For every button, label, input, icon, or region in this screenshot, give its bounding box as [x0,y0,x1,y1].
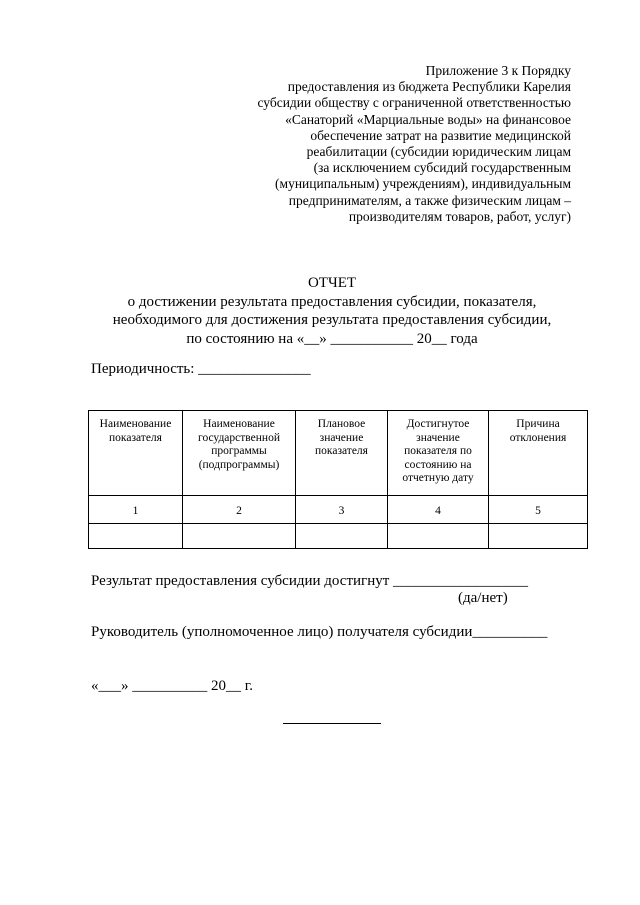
empty-cell [388,524,489,549]
table-row-numbers [89,496,588,524]
report-title: ОТЧЕТ [307,275,357,291]
appendix-line: субсидии обществу с ограниченной ответственностью [257,95,571,111]
header-indicator-name: Наименование показателя [89,411,183,496]
header-deviation-reason: Причина отклонения [489,411,588,496]
column-number: 4 [388,496,489,524]
appendix-line: Приложение 3 к Порядку [425,63,571,78]
result-line: Результат предоставления субсидии достигнут __________________ [91,573,529,589]
appendix-line: «Санаторий «Марциальные воды» на финансовое [285,111,571,127]
column-number: 1 [89,496,183,524]
appendix-line: реабилитации (субсидии юридическим лицам [306,144,571,160]
empty-cell [89,524,183,549]
date-line: «___» __________ 20__ г. [91,678,253,694]
appendix-line: (муниципальным) учреждениям), индивидуальным [275,176,571,192]
table-header-row [89,411,588,496]
column-number: 2 [183,496,296,524]
empty-cell [183,524,296,549]
appendix-line: производителям товаров, работ, услуг) [348,208,571,224]
report-table [88,410,588,549]
table-row-empty [89,524,588,549]
header-planned-value: Плановое значение показателя [296,411,388,496]
header-achieved-value: Достигнутое значение показателя по состоянию на отчетную дату [388,411,489,496]
signature-underline [283,723,381,724]
appendix-line: (за исключением субсидий государственным [313,160,571,176]
column-number: 3 [296,496,388,524]
report-subtitle-line: необходимого для достижения результата предоставления субсидии, [112,312,552,328]
appendix-header [231,63,571,225]
head-signature-line: Руководитель (уполномоченное лицо) получателя субсидии__________ [91,624,548,640]
empty-cell [296,524,388,549]
column-number: 5 [489,496,588,524]
report-title-block [0,274,640,348]
empty-cell [489,524,588,549]
periodicity-line: Периодичность: _______________ [91,361,311,377]
appendix-line: обеспечение затрат на развитие медицинской [310,127,571,143]
report-subtitle-line: по состоянию на «__» ___________ 20__ года [186,330,478,347]
appendix-line: предпринимателям, а также физическим лицам – [288,192,571,208]
header-program-name: Наименование государственной программы (подпрограммы) [183,411,296,496]
report-subtitle-line: о достижении результата предоставления субсидии, показателя, [127,293,537,310]
result-hint: (да/нет) [458,590,508,606]
appendix-line: предоставления из бюджета Республики Карелия [287,79,571,95]
